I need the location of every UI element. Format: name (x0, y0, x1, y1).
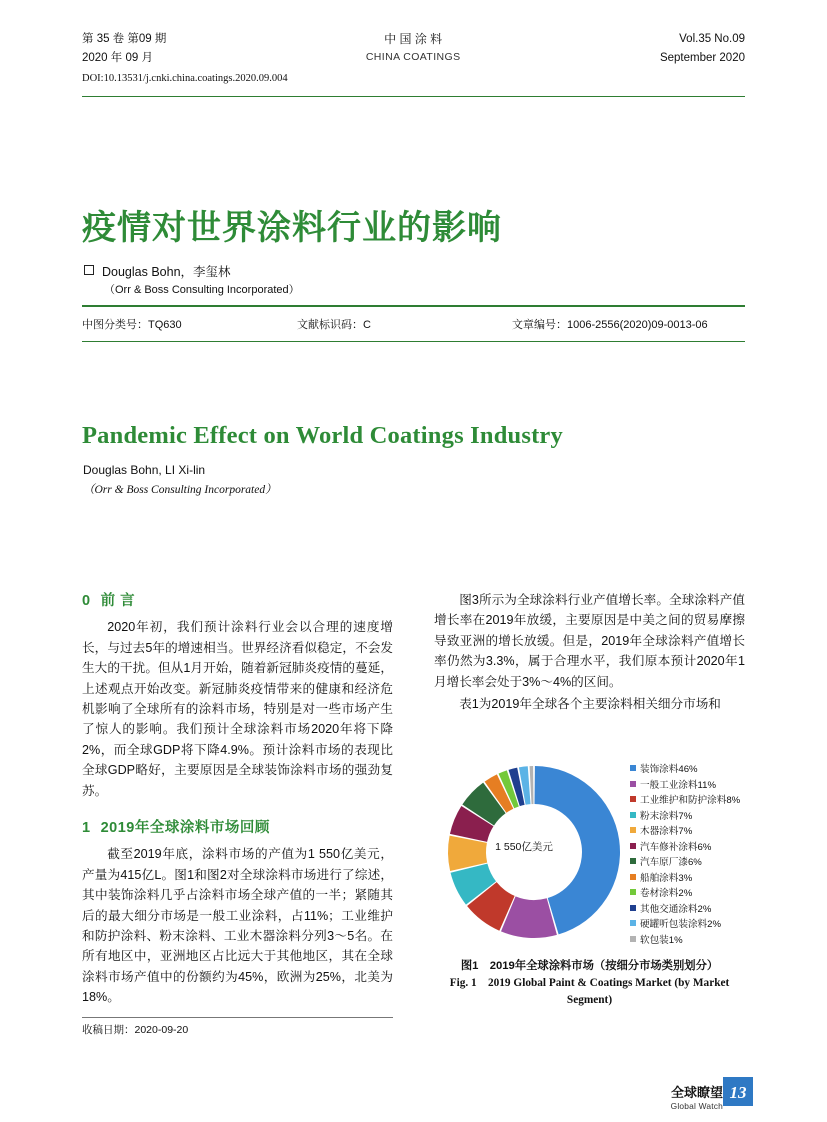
meta-divider-top (82, 305, 745, 307)
legend-swatch-icon (630, 827, 636, 833)
section-heading-1 (82, 817, 393, 840)
footer-brand (671, 1082, 723, 1111)
legend-swatch-icon (630, 765, 636, 771)
legend-label: 其他交通涂料2% (640, 903, 712, 915)
paragraph-0-1: 2020年初，我们预计涂料行业会以合理的速度增长，与过去5年的增速相当。世界经济看似稳定，不会发生大的干扰。但从1月开始，随着新冠肺炎疫情的蔓延，上述观点开始改变。新冠肺炎疫情带来的健康和经济危机影响了全球所有的涂料市场，特别是对一些市场产生了惊人的影响。我们预计全球涂料市场2020年将下降2%，而全球GDP将下降4.9%。预计涂料市场的表现比全球GDP略好，主要原因是全球装饰涂料市场的强劲复苏。 (82, 620, 393, 798)
header-right (660, 30, 745, 68)
footer-brand-en: Global Watch (670, 1101, 723, 1111)
section-title-1: 2019年全球涂料市场回顾 (100, 820, 270, 836)
figure-caption-cn: 图1 2019年全球涂料市场（按细分市场类别划分） (460, 960, 719, 972)
legend-label: 木器涂料7% (640, 826, 693, 838)
legend-item (630, 871, 740, 887)
section-number-0: 0 (82, 593, 91, 609)
legend-swatch-icon (630, 889, 636, 895)
legend-swatch-icon (630, 812, 636, 818)
legend-swatch-icon (630, 843, 636, 849)
legend-item (630, 840, 740, 856)
legend-item (630, 902, 740, 918)
page-number: 13 (723, 1079, 753, 1106)
legend-item (630, 824, 740, 840)
section-number-1: 1 (82, 820, 91, 836)
donut-slice (530, 766, 534, 804)
legend-label: 硬罐听包装涂料2% (640, 919, 722, 931)
header-left (82, 30, 166, 68)
legend-swatch-icon (630, 936, 636, 942)
document-code: 文献标识码：C (297, 319, 371, 331)
legend-swatch-icon (630, 796, 636, 802)
received-date: 收稿日期：2020-09-20 (82, 1024, 189, 1036)
legend-label: 汽车原厂漆6% (640, 857, 702, 869)
legend-item (630, 762, 740, 778)
section-title-0: 前 言 (100, 593, 136, 609)
legend-label: 船舶涂料3% (640, 872, 693, 884)
section-heading-0 (82, 590, 393, 613)
legend-label: 粉末涂料7% (640, 810, 693, 822)
column-right (434, 590, 745, 716)
doi-text: DOI:10.13531/j.cnki.china.coatings.2020.09.004 (82, 72, 288, 84)
page-title: 疫情对世界涂料行业的影响 (82, 208, 502, 248)
header-divider (82, 96, 745, 97)
legend-item (630, 793, 740, 809)
column-left (82, 590, 393, 1010)
legend-item (630, 933, 740, 949)
legend-label: 工业维护和防护涂料8% (640, 795, 741, 807)
donut-chart (434, 762, 745, 946)
article-meta (82, 316, 745, 332)
legend-item (630, 886, 740, 902)
legend-swatch-icon (630, 905, 636, 911)
clc-number: 中图分类号：TQ630 (82, 319, 182, 331)
journal-name-en: CHINA COATINGS (365, 51, 461, 64)
volume-issue-en: Vol.35 No.09 (679, 33, 745, 45)
footer-brand-cn: 全球瞭望 (670, 1085, 723, 1100)
page-header (82, 30, 745, 84)
header-center (366, 30, 461, 66)
legend-item (630, 778, 740, 794)
page-title-en: Pandemic Effect on World Coatings Industry (82, 422, 563, 449)
legend-label: 卷材涂料2% (640, 888, 693, 900)
figure-caption (434, 958, 745, 1009)
authors-cn-text: Douglas Bohn，李玺林 (102, 265, 231, 279)
paragraph-r-1: 图3所示为全球涂料行业产值增长率。全球涂料产值增长率在2019年放缓，主要原因是中美之间的贸易摩擦导致亚洲的增长放缓。但是，2019年全球涂料产值增长率仍然为3.3%，属于合理水平，我们原本预计2020年1月增长率会处于3%～4%的区间。 (434, 593, 745, 689)
legend-item (630, 855, 740, 871)
figure-1 (434, 762, 745, 946)
authors-en: Douglas Bohn, LI Xi-lin (83, 463, 206, 477)
figure-caption-en-2: Segment) (566, 993, 613, 1006)
issue-date-en: September 2020 (659, 51, 745, 64)
chart-legend (630, 762, 740, 948)
authors-cn (84, 262, 231, 280)
affiliation-en: （Orr & Boss Consulting Incorporated） (83, 484, 277, 496)
journal-name-cn: 中 国 涂 料 (384, 32, 443, 46)
paragraph-r-2: 表1为2019年全球各个主要涂料相关细分市场和 (459, 696, 721, 711)
donut-center-label: 1 550亿美元 (495, 841, 553, 853)
article-number: 文章编号：1006-2556(2020)09-0013-06 (512, 319, 708, 331)
legend-label: 软包装1% (640, 934, 683, 946)
legend-label: 装饰涂料46% (640, 764, 698, 775)
legend-item (630, 917, 740, 933)
legend-label: 汽车修补涂料6% (640, 841, 712, 853)
legend-swatch-icon (630, 781, 636, 787)
paragraph-1-1: 截至2019年底，涂料市场的产值为1 550亿美元，产量为415亿L。图1和图2对全球涂料市场进行了综述，其中装饰涂料几乎占涂料市场全球产值的一半；紧随其后的最大细分市场是一般工业涂料，占11%；工业维护和防护涂料、粉末涂料、工业木器涂料分列3～5名。在所有地区中，亚洲地区占比远大于其他地区，其在全球涂料市场产值中的份额约为45%，欧洲为25%，北美为18%。 (82, 847, 393, 1005)
legend-swatch-icon (630, 858, 636, 864)
legend-label: 一般工业涂料11% (640, 779, 717, 791)
legend-swatch-icon (630, 874, 636, 880)
legend-swatch-icon (630, 920, 636, 926)
meta-divider-bottom (82, 341, 745, 342)
footnote-divider (82, 1017, 393, 1018)
issue-date: 2020 年 09 月 (82, 51, 153, 64)
legend-item (630, 809, 740, 825)
volume-issue: 第 35 卷 第09 期 (82, 33, 167, 45)
figure-caption-en-1: Fig. 1 2019 Global Paint & Coatings Market (by Market (449, 976, 730, 989)
square-bullet-icon (84, 265, 94, 275)
affiliation-cn: （Orr & Boss Consulting Incorporated） (104, 284, 300, 296)
